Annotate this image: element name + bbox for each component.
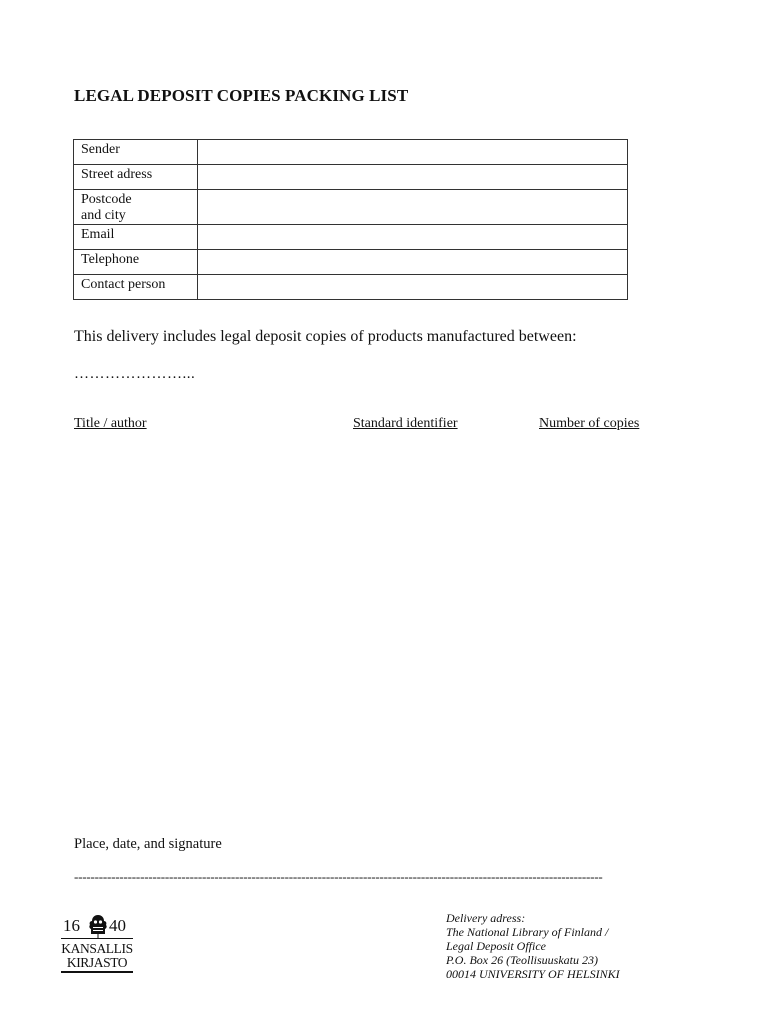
sender-info-table [73, 139, 628, 300]
street-address-label: Street adress [74, 165, 198, 190]
postcode-city-label: Postcode and city [74, 190, 198, 225]
address-line: 00014 UNIVERSITY OF HELSINKI [446, 967, 620, 981]
contact-person-label: Contact person [74, 275, 198, 300]
title-author-column-header: Title / author [74, 416, 147, 431]
address-line: P.O. Box 26 (Teollisuuskatu 23) [446, 953, 598, 967]
table-row [74, 250, 628, 275]
delivery-address [446, 911, 620, 981]
street-address-field[interactable] [198, 165, 628, 190]
delivery-statement: This delivery includes legal deposit copies of products manufactured between: [74, 328, 577, 345]
address-line: Delivery adress: [446, 911, 526, 925]
logo-divider [61, 938, 133, 939]
page-title: LEGAL DEPOSIT COPIES PACKING LIST [74, 86, 409, 105]
postcode-city-field[interactable] [198, 190, 628, 225]
logo-wordmark: KANSALLIS KIRJASTO [61, 941, 133, 970]
table-row [74, 275, 628, 300]
table-row [74, 140, 628, 165]
email-label: Email [74, 225, 198, 250]
date-range-placeholder[interactable]: …………………... [74, 366, 196, 382]
number-of-copies-column-header: Number of copies [539, 416, 640, 431]
national-library-logo [61, 913, 133, 975]
address-line: The National Library of Finland / [446, 925, 609, 939]
sender-label: Sender [74, 140, 198, 165]
telephone-field[interactable] [198, 250, 628, 275]
logo-year-left: 16 [63, 916, 80, 935]
telephone-label: Telephone [74, 250, 198, 275]
logo-underline [61, 971, 133, 973]
signature-line[interactable]: -------------------------------------------------------------------------------------------------------------------------------- [74, 869, 603, 884]
table-row [74, 225, 628, 250]
table-row [74, 190, 628, 225]
email-field[interactable] [198, 225, 628, 250]
signature-label: Place, date, and signature [74, 836, 222, 852]
address-line: Legal Deposit Office [446, 939, 546, 953]
sender-field[interactable] [198, 140, 628, 165]
logo-year-right: 40 [109, 916, 126, 935]
standard-identifier-column-header: Standard identifier [353, 416, 458, 431]
contact-person-field[interactable] [198, 275, 628, 300]
table-row [74, 165, 628, 190]
owl-emblem-icon [87, 913, 109, 939]
